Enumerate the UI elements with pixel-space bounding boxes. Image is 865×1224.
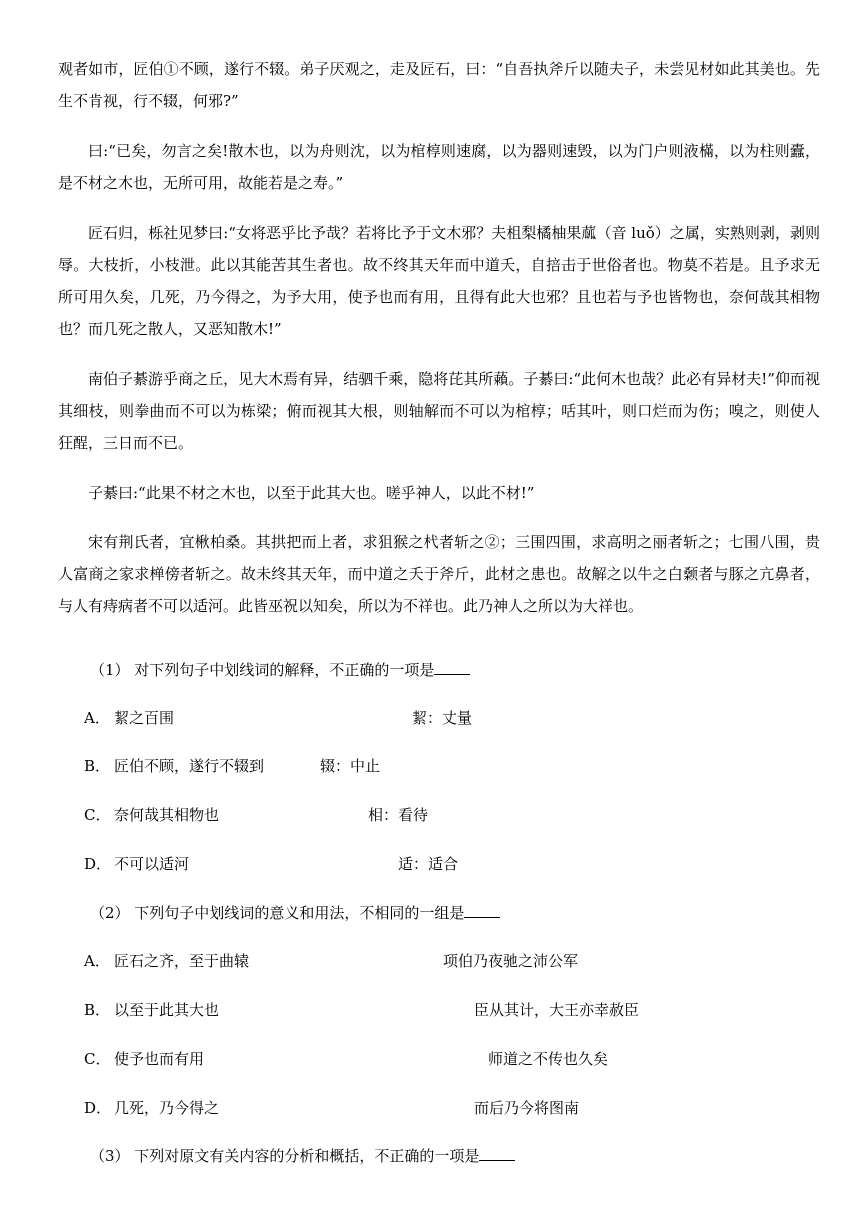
option-note: 絜：丈量 bbox=[412, 709, 473, 727]
option-sentence: 几死，乃今得之 bbox=[114, 1099, 220, 1117]
option-sentence: 以至于此其大也 bbox=[114, 1001, 220, 1019]
option-letter: C． bbox=[84, 806, 111, 824]
question-2-title: （2） 下列句子中划线词的意义和用法，不相同的一组是 bbox=[90, 903, 500, 923]
option-letter: B． bbox=[84, 757, 111, 775]
passage-paragraph-4: 南伯子綦游乎商之丘，见大木焉有异，结驷千乘，隐将芘其所藾。子綦曰:“此何木也哉？此必有异材夫!”仰而视其细枝，则拳曲而不可以为栋梁；俯而视其大根，则轴解而不可以为棺椁；咶其叶，则口烂而为伤；嗅之，则使人狂酲，三日而不已。 bbox=[58, 370, 820, 452]
answer-blank[interactable] bbox=[479, 1146, 515, 1161]
passage-paragraph-2: 曰:“已矣，勿言之矣!散木也，以为舟则沈，以为棺椁则速腐，以为器则速毁，以为门户则液樠，以为柱则蠹，是不材之木也，无所可用，故能若是之寿。” bbox=[58, 142, 820, 192]
passage-paragraph-5: 子綦曰:“此果不材之木也，以至于此其大也。嗟乎神人，以此不材!” bbox=[88, 484, 535, 502]
answer-blank[interactable] bbox=[464, 903, 500, 918]
option-sentence: 絜之百围 bbox=[114, 709, 175, 727]
passage-paragraph-1: 观者如市，匠伯①不顾，遂行不辍。弟子厌观之，走及匠石，曰：“自吾执斧斤以随夫子，未尝见材如此其美也。先生不肯视，行不辍，何邪?” bbox=[58, 60, 820, 110]
option-note: 适：适合 bbox=[398, 855, 459, 873]
option-sentence: 匠伯不顾，遂行不辍到 bbox=[114, 757, 265, 775]
option-letter: B． bbox=[84, 1001, 111, 1019]
option-sentence: 匠石之齐，至于曲辕 bbox=[114, 952, 250, 970]
option-sentence: 奈何哉其相物也 bbox=[114, 806, 220, 824]
option-sentence: 使予也而有用 bbox=[114, 1050, 205, 1068]
option-note: 臣从其计，大王亦幸赦臣 bbox=[474, 1001, 640, 1019]
option-note: 而后乃今将图南 bbox=[474, 1099, 580, 1117]
passage-paragraph-3: 匠石归，栎社见梦曰:“女将恶乎比予哉？若将比予于文木邪？夫柤梨橘柚果蓏（音 luǒ）之属，实熟则剥，剥则辱。大枝折，小枝泄。此以其能苦其生者也。故不终其天年而中道夭，自掊击于世俗者也。物莫不若是。且予求无所可用久矣，几死，乃今得之，为予大用，使予也而有用，且得有此大也邪？且也若与予也皆物也，奈何哉其相物也？而几死之散人，又恶知散木!” bbox=[58, 224, 820, 338]
option-letter: D． bbox=[84, 855, 112, 873]
option-note: 相：看待 bbox=[368, 806, 429, 824]
question-3-title: （3） 下列对原文有关内容的分析和概括，不正确的一项是 bbox=[90, 1146, 515, 1166]
option-letter: A． bbox=[84, 952, 110, 970]
option-note: 师道之不传也久矣 bbox=[488, 1050, 609, 1068]
question-1-title: （1） 对下列句子中划线词的解释，不正确的一项是 bbox=[90, 660, 470, 680]
option-letter: A． bbox=[84, 709, 110, 727]
answer-blank[interactable] bbox=[434, 660, 470, 675]
passage-paragraph-6: 宋有荆氏者，宜楸柏桑。其拱把而上者，求狙猴之杙者斩之②；三围四围，求高明之丽者斩之；七围八围，贵人富商之家求椫傍者斩之。故未终其天年，而中道之夭于斧斤，此材之患也。故解之以牛之白颡者与豚之亢鼻者，与人有痔病者不可以适河。此皆巫祝以知矣，所以为不祥也。此乃神人之所以为大祥也。 bbox=[58, 533, 820, 615]
option-letter: C． bbox=[84, 1050, 111, 1068]
option-note: 项伯乃夜驰之沛公军 bbox=[443, 952, 579, 970]
option-sentence: 不可以适河 bbox=[114, 855, 190, 873]
option-letter: D． bbox=[84, 1099, 112, 1117]
option-note: 辍：中止 bbox=[320, 757, 381, 775]
